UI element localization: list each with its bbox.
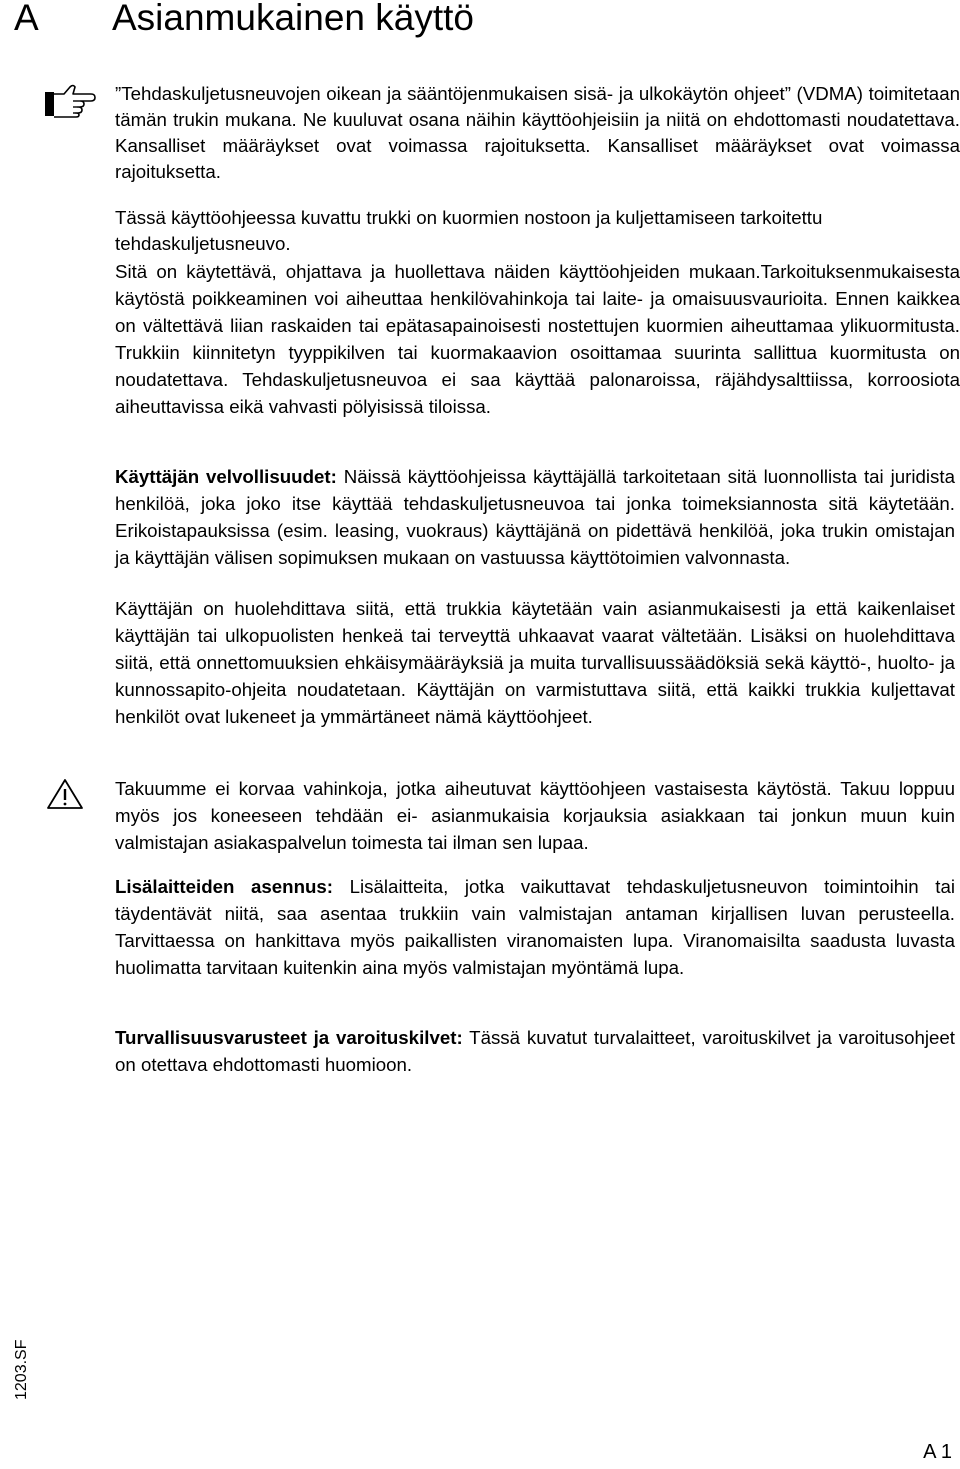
page-title: Asianmukainen käyttö: [112, 0, 474, 38]
accessories-paragraph: [115, 873, 955, 981]
document-code: 1203.SF: [13, 1339, 30, 1400]
duties-label: Käyttäjän velvollisuudet:: [115, 466, 337, 487]
section-letter: A: [14, 0, 39, 38]
page-heading: [14, 0, 474, 44]
intro-paragraph-usage: Sitä on käytettävä, ohjattava ja huollettava näiden käyttöohjeiden mukaan.Tarkoituksenmukaisesta käytöstä poikkeaminen voi aiheuttaa henkilövahinkoja tai laite- ja omaisuusvaurioita. Ennen kaikkea on vältettävä liian raskaiden tai epätasapainoisesti nostettujen kuormien aiheuttamaa ylikuormitusta. Trukkiin kiinnitetyn tyyppikilven tai kuormakaavion osoittamaa suurinta sallittua kuormitusta on noudatettava. Tehdaskuljetusneuvoa ei saa käyttää palonaroissa, räjähdysalttiissa, korroosiota aiheuttavissa eikä vahvasti pölyisissä tiloissa.: [115, 261, 960, 417]
safety-text: Tässä kuvatut turvalaitteet, varoituskilvet ja varoitusohjeet on otettava ehdottomasti huomioon.: [115, 1027, 955, 1075]
accessories-text: Lisälaitteita, jotka vaikuttavat tehdaskuljetusneuvon toimintoihin tai täydentävät niitä, saa asentaa trukkiin vain valmistajan antaman kirjallisen luvan perusteella. Tarvittaessa on hankittava myös paikallisten viranomaisten lupa. Viranomaisilta saadusta luvasta huolimatta tarvitaan kuitenkin aina myös valmistajan myöntämä lupa.: [115, 876, 955, 978]
safety-paragraph: [115, 1024, 955, 1078]
duties-paragraph-2: Käyttäjän on huolehdittava siitä, että trukkia käytetään vain asianmukaisesti ja että kaikenlaiset käyttäjän tai ulkopuolisten henkeä tai terveyttä uhkaavat vaarat vältetään. Lisäksi on huolehdittava siitä, että onnettomuuksien ehkäisymääräyksiä ja muita turvallisuussäädöksiä sekä käyttö-, huolto- ja kunnossapito-ohjeita noudatetaan. Käyttäjän on varmistuttava siitä, että kaikki trukkia kuljettavat henkilöt ovat lukeneet ja ymmärtäneet nämä käyttöohjeet.: [115, 598, 955, 727]
duties-text: Näissä käyttöohjeissa käyttäjällä tarkoitetaan sitä luonnollista tai juridista henkilöä, joka joko itse käyttää tehdaskuljetusneuvoa tai jonka toimeksiannosta sitä käytetään. Erikoistapauksissa (esim. leasing, vuokraus) käyttäjänä on pidettävä henkilöä, joka trukin omistajan ja käyttäjän välisen sopimuksen mukaan on vastuussa käyttötoimien valvonnasta.: [115, 466, 955, 568]
safety-label: Turvallisuusvarusteet ja varoituskilvet:: [115, 1027, 463, 1048]
intro-paragraph-purpose: Tässä käyttöohjeessa kuvattu trukki on kuormien nostoon ja kuljettamiseen tarkoitettu tehdaskuljetusneuvo.: [115, 207, 823, 254]
page-number: A 1: [923, 1441, 952, 1463]
accessories-label: Lisälaitteiden asennus:: [115, 876, 334, 897]
pointing-hand-icon: [44, 84, 96, 118]
warning-triangle-icon: [46, 777, 84, 811]
duties-paragraph-1: [115, 463, 955, 571]
intro-paragraph-vdma: ”Tehdaskuljetusneuvojen oikean ja sääntöjenmukaisen sisä- ja ulkokäytön ohjeet” (VDMA) toimitetaan tämän trukin mukana. Ne kuuluvat osana näihin käyttöohjeisiin ja niitä on ehdottomasti noudatettava. Kansalliset määräykset ovat voimassa rajoituksetta. Kansalliset määräykset ovat voimassa rajoituksetta.: [115, 83, 960, 182]
warranty-paragraph: Takuumme ei korvaa vahinkoja, jotka aiheutuvat käyttöohjeen vastaisesta käytöstä. Takuu loppuu myös jos koneeseen tehdään ei- asianmukaisia korjauksia asiakkaan tai jonkun muun kuin valmistajan asiakaspalvelun toimesta tai ilman sen lupaa.: [115, 778, 955, 853]
